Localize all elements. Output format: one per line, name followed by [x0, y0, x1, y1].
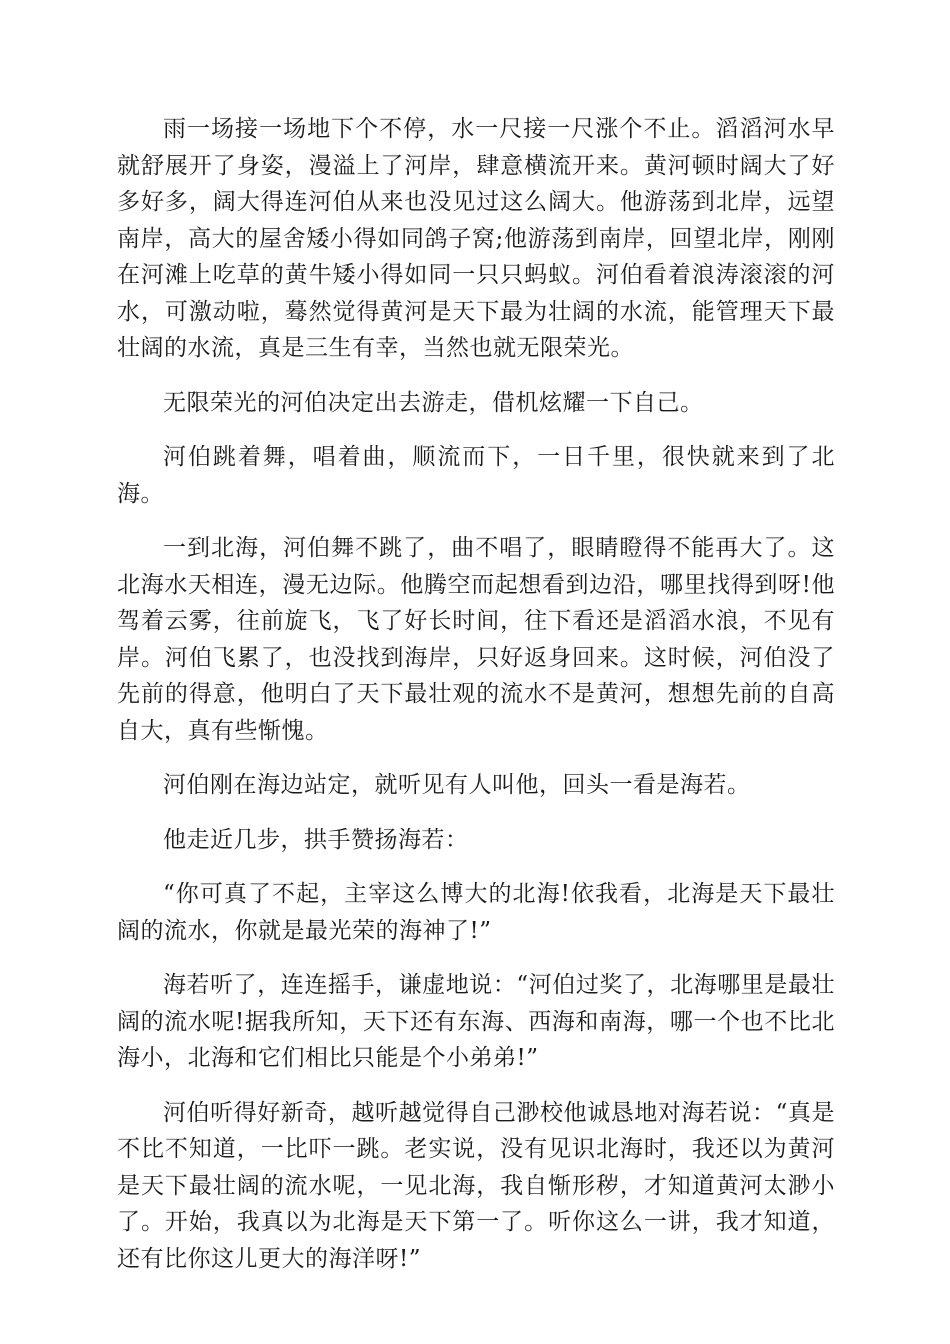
paragraph-6: 他走近几步，拱手赞扬海若：: [163, 826, 469, 853]
paragraph-7: “你可真了不起，主宰这么博大的北海!依我看，北海是天下最壮阔的流水，你就是最光荣的海神了!”: [117, 881, 835, 944]
paragraph-5: 河伯刚在海边站定，就听见有人叫他，回头一看是海若。: [163, 772, 751, 798]
paragraph-9: 河伯听得好新奇，越听越觉得自己渺校他诚恳地对海若说：“真是不比不知道，一比吓一跳。老实说，没有见识北海时，我还以为黄河是天下最壮阔的流水呢，一见北海，我自惭形秽，才知道黄河太渺小了。开始，我真以为北海是天下第一了。听你这么一讲，我才知道，还有比你这儿更大的海洋呀!”: [117, 1099, 835, 1272]
paragraph-1: 雨一场接一场地下个不停，水一尺接一尺涨个不止。滔滔河水早就舒展开了身姿，漫溢上了河岸，肆意横流开来。黄河顿时阔大了好多好多，阔大得连河伯从来也没见过这么阔大。他游荡到北岸，远望南岸，高大的屋舍矮小得如同鸽子窝;他游荡到南岸，回望北岸，刚刚在河滩上吃草的黄牛矮小得如同一只只蚂蚁。河伯看着浪涛滚滚的河水，可激动啦，蓦然觉得黄河是天下最为壮阔的水流，能管理天下最壮阔的水流，真是三生有幸，当然也就无限荣光。: [117, 116, 835, 361]
paragraph-2: 无限荣光的河伯决定出去游走，借机炫耀一下自己。: [163, 389, 704, 416]
paragraph-3: 河伯跳着舞，唱着曲，顺流而下，一日千里，很快就来到了北海。: [117, 444, 835, 507]
paragraph-4: 一到北海，河伯舞不跳了，曲不唱了，眼睛瞪得不能再大了。这北海水天相连，漫无边际。他腾空而起想看到边沿，哪里找得到呀!他驾着云雾，往前旋飞，飞了好长时间，往下看还是滔滔水浪，不见有岸。河伯飞累了，也没找到海岸，只好返身回来。这时候，河伯没了先前的得意，他明白了天下最壮观的流水不是黄河，想想先前的自高自大，真有些惭愧。: [117, 535, 835, 744]
document-body: [117, 111, 835, 1295]
paragraph-8: 海若听了，连连摇手，谦虚地说：“河伯过奖了，北海哪里是最壮阔的流水呢!据我所知，天下还有东海、西海和南海，哪一个也不比北海小，北海和它们相比只能是个小弟弟!”: [117, 972, 835, 1071]
